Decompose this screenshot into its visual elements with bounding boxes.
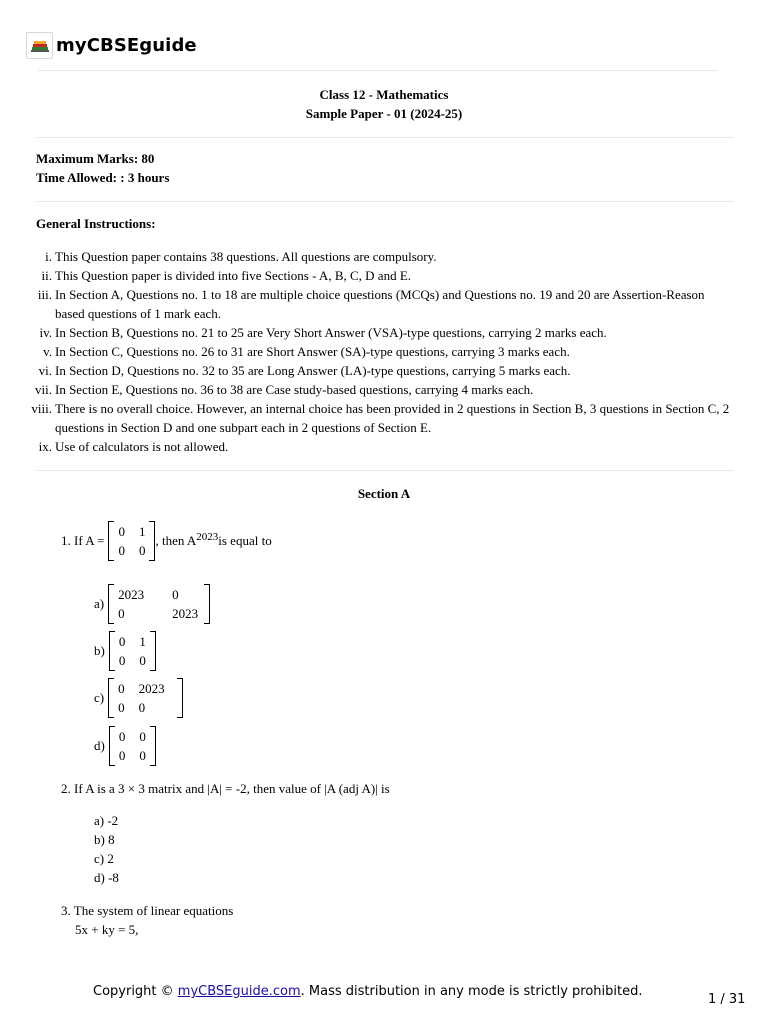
matrix-cell: 0 [172,587,179,602]
option-b[interactable] [94,631,156,671]
matrix-cell: 0 [139,748,146,763]
question-3: 3. The system of linear equations [61,903,234,918]
section-title: Section A [357,486,411,501]
equation: 5x + ky = 5, [75,922,139,937]
matrix-cell: 0 [139,729,146,744]
time-allowed: Time Allowed: : 3 hours [36,170,170,185]
item-text: In Section B, Questions no. 21 to 25 are Very Short Answer (VSA)-type questions, carrying 2 marks each. [55,325,607,340]
option-matrix [109,726,156,766]
divider [36,470,734,471]
matrix-cell: 0 [118,729,126,744]
paper-subtitle: Sample Paper - 01 (2024-25) [305,106,463,121]
matrix-cell: 0 [118,700,125,715]
instructions-list [20,247,734,456]
option-c[interactable] [94,678,183,718]
divider [36,137,734,138]
item-number: ii. [41,268,52,283]
maximum-marks: Maximum Marks: 80 [36,151,155,166]
question-1 [61,521,272,561]
matrix-cell: 2023 [138,681,165,696]
item-text: In Section E, Questions no. 36 to 38 are Case study-based questions, carrying 4 marks each. [55,382,534,397]
matrix-cell: 1 [139,634,146,649]
item-number: v. [43,344,52,359]
instructions-heading: General Instructions: [36,216,156,231]
option-label: d) [94,738,105,753]
brand-name: myCBSEguide [56,35,197,56]
matrix-cell: 0 [138,543,146,558]
item-text: Use of calculators is not allowed. [55,439,229,454]
option-c[interactable]: c) 2 [94,851,114,866]
item-text: This Question paper is divided into five Sections - A, B, C, D and E. [55,268,412,283]
option-a[interactable] [94,584,210,624]
item-number: iii. [37,287,52,302]
option-d[interactable] [94,726,156,766]
matrix-cell: 0 [138,700,146,715]
matrix-cell: 0 [118,543,125,558]
item-number: iv. [39,325,52,340]
matrix-cell: 0 [139,653,146,668]
logo-icon [26,32,53,59]
item-number: vii. [35,382,52,397]
list-item [20,266,734,285]
exponent: 2023 [196,531,219,543]
list-item [20,323,734,342]
paper-title: Class 12 - Mathematics [319,87,449,102]
list-item [20,380,734,399]
list-item [20,361,734,380]
item-text: This Question paper contains 38 questions. All questions are compulsory. [55,249,437,264]
item-text: There is no overall choice. However, an internal choice has been provided in 2 questions in Section B, 3 questions in Section C, 2 questions in Section D and one subpart each in 2 questions of Section E. [55,401,730,435]
option-matrix [108,678,183,718]
option-label: b) [94,643,105,658]
matrix-cell: 0 [118,606,125,621]
question-1-prefix: 1. If A = [61,533,105,548]
option-matrix [109,631,156,671]
matrix-cell: 2023 [172,606,199,621]
matrix-cell: 1 [138,524,146,539]
matrix-cell: 0 [118,748,126,763]
site-link[interactable]: myCBSEguide.com [177,984,301,999]
item-number: i. [45,249,52,264]
option-label: c) [94,690,105,705]
option-d[interactable]: d) -8 [94,870,119,885]
item-number: viii. [31,401,52,416]
option-a[interactable]: a) -2 [94,813,119,828]
header-divider [38,70,718,71]
matrix-cell: 0 [118,634,126,649]
matrix-cell: 0 [118,681,125,696]
site-header [26,32,197,59]
copyright-suffix: . Mass distribution in any mode is strictly prohibited. [300,984,643,999]
matrix-a [108,521,155,561]
list-item [20,437,734,456]
matrix-cell: 2023 [118,587,145,602]
question-1-mid: , then A [155,533,197,548]
question-2: 2. If A is a 3 × 3 matrix and |A| = -2, then value of |A (adj A)| is [61,781,390,796]
list-item [20,399,734,437]
item-text: In Section C, Questions no. 26 to 31 are Short Answer (SA)-type questions, carrying 3 marks each. [55,344,570,359]
question-1-suffix: is equal to [218,533,272,548]
option-b[interactable]: b) 8 [94,832,115,847]
matrix-cell: 0 [118,653,126,668]
list-item [20,285,734,323]
copyright-prefix: Copyright © [93,984,178,999]
copyright [93,984,642,999]
list-item [20,342,734,361]
matrix-cell: 0 [118,524,125,539]
item-number: vi. [38,363,52,378]
list-item [20,247,734,266]
item-text: In Section D, Questions no. 32 to 35 are Long Answer (LA)-type questions, carrying 5 marks each. [55,363,571,378]
page-number: 1 / 31 [708,992,746,1007]
item-text: In Section A, Questions no. 1 to 18 are multiple choice questions (MCQs) and Questions no. 19 and 20 are Assertion-Reason based questions of 1 mark each. [55,287,705,321]
option-label: a) [94,596,105,611]
divider [36,201,734,202]
option-matrix [108,584,210,624]
item-number: ix. [38,439,52,454]
